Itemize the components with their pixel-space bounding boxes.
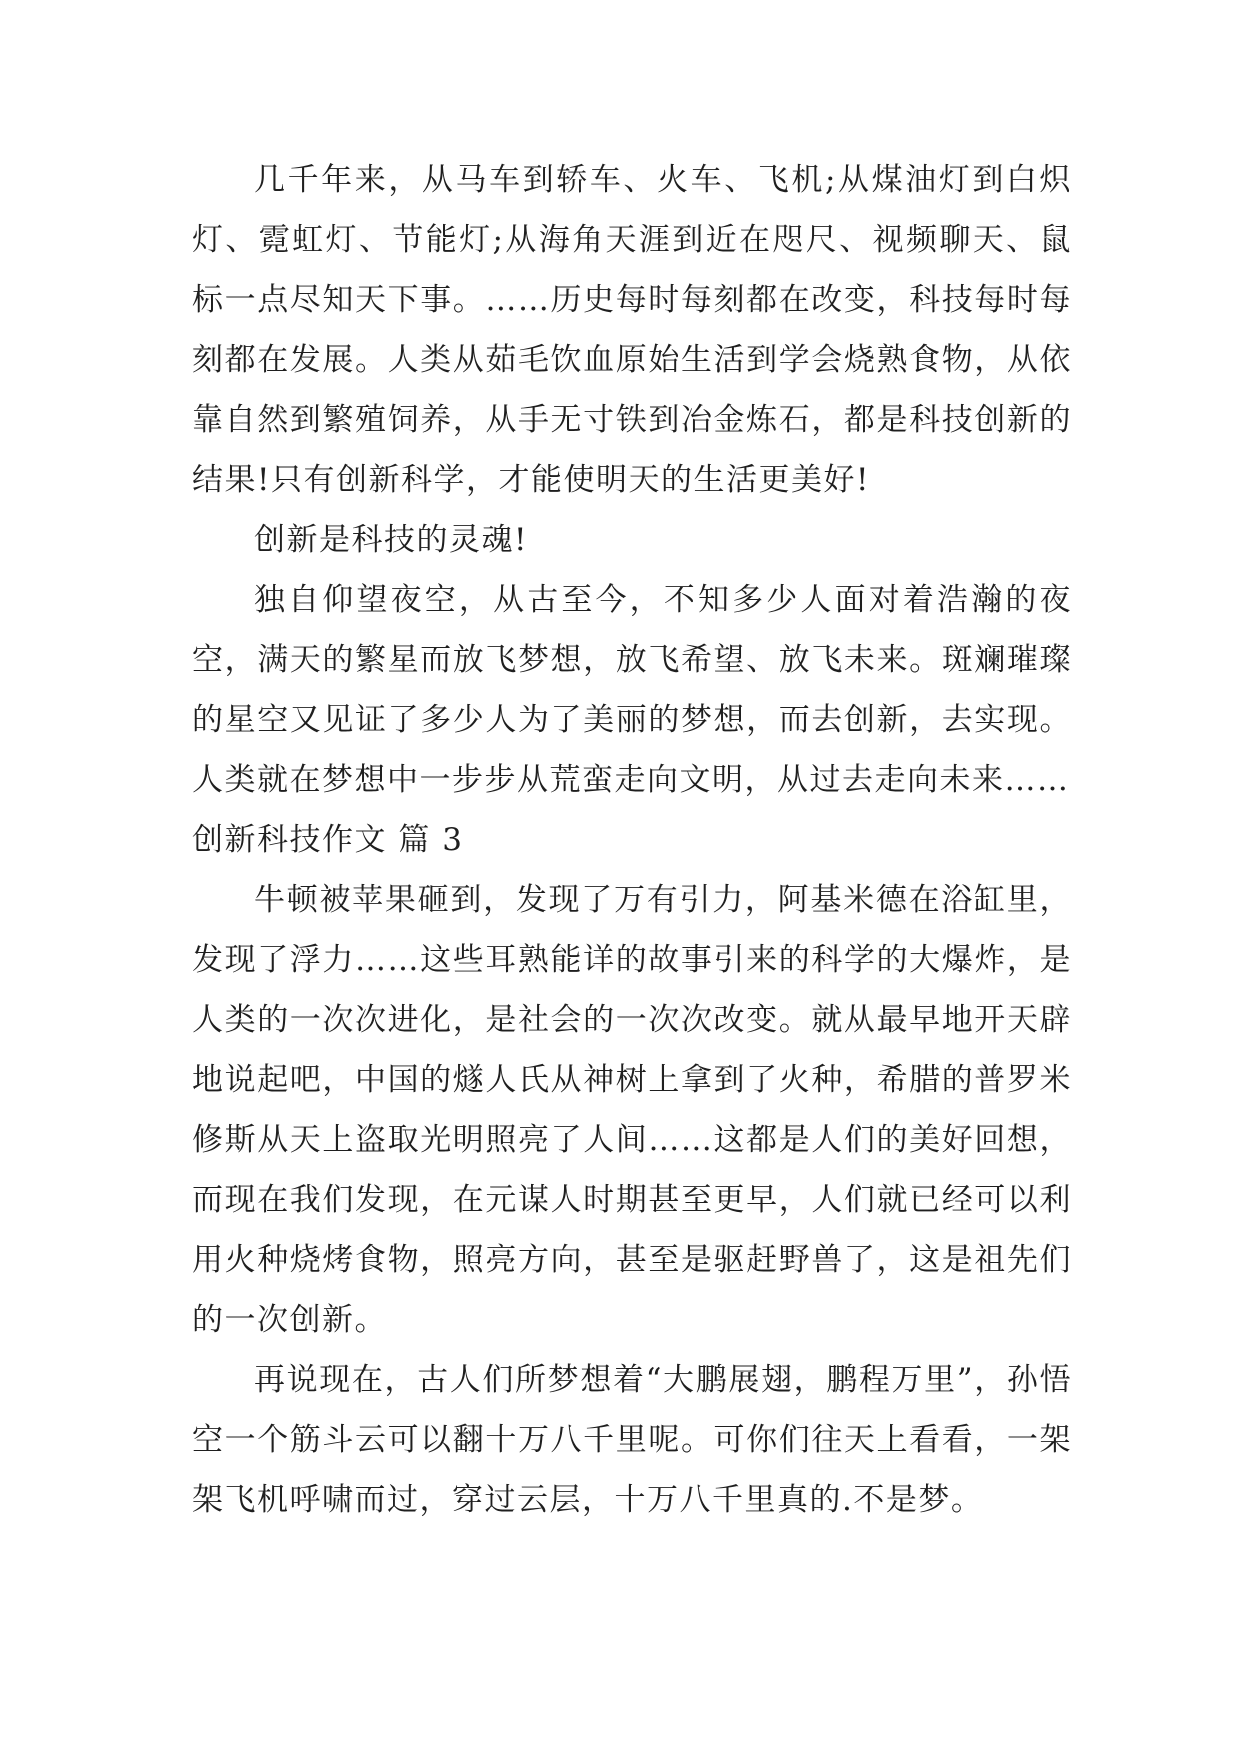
paragraph-history: 几千年来，从马车到轿车、火车、飞机;从煤油灯到白炽灯、霓虹灯、节能灯;从海角天涯到近在咫尺、视频聊天、鼠标一点尽知天下事。……历史每时每刻都在改变，科技每时每刻都在发展。人类从茹毛饮血原始生活到学会烧熟食物，从依靠自然到繁殖饲养，从手无寸铁到冶金炼石，都是科技创新的结果!只有创新科学，才能使明天的生活更美好!: [192, 162, 1072, 498]
section-heading: 创新科技作文 篇 3: [192, 822, 464, 858]
paragraph-newton: 牛顿被苹果砸到，发现了万有引力，阿基米德在浴缸里，发现了浮力……这些耳熟能详的故事引来的科学的大爆炸，是人类的一次次进化，是社会的一次次改变。就从最早地开天辟地说起吧，中国的燧人氏从神树上拿到了火种，希腊的普罗米修斯从天上盗取光明照亮了人间……这都是人们的美好回想，而现在我们发现，在元谋人时期甚至更早，人们就已经可以利用火种烧烤食物，照亮方向，甚至是驱赶野兽了，这是祖先们的一次创新。: [192, 882, 1072, 1338]
document-body: [192, 150, 1072, 1530]
paragraph-dream-flight: 再说现在，古人们所梦想着“大鹏展翅，鹏程万里”，孙悟空一个筋斗云可以翻十万八千里呢。可你们往天上看看，一架架飞机呼啸而过，穿过云层，十万八千里真的.不是梦。: [192, 1362, 1072, 1518]
paragraph-innovation-soul: 创新是科技的灵魂!: [254, 522, 528, 558]
paragraph-night-sky: 独自仰望夜空，从古至今，不知多少人面对着浩瀚的夜空，满天的繁星而放飞梦想，放飞希望、放飞未来。斑斓璀璨的星空又见证了多少人为了美丽的梦想，而去创新，去实现。人类就在梦想中一步步从荒蛮走向文明，从过去走向未来……: [192, 582, 1072, 798]
